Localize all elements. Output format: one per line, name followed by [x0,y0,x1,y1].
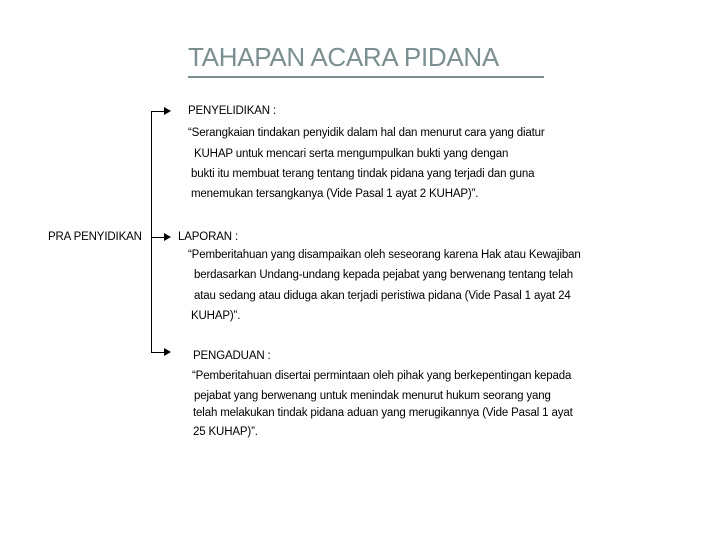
branch-text-line: “Pemberitahuan yang disampaikan oleh seseorang karena Hak atau Kewajiban [188,249,581,261]
title-underline [188,76,544,78]
branch-heading: PENYELIDIKAN : [188,105,277,117]
arrow-right-icon [164,233,171,241]
branch-text-line: “Serangkaian tindakan penyidik dalam hal dan menurut cara yang diatur [188,127,545,139]
root-label: PRA PENYIDIKAN [48,231,142,243]
branch-text-line: telah melakukan tindak pidana aduan yang merugikannya (Vide Pasal 1 ayat [193,407,573,419]
vertical-connector [151,111,152,353]
branch-heading: PENGADUAN : [193,350,271,362]
branch-text-line: “Pemberitahuan disertai permintaan oleh pihak yang berkepentingan kepada [192,370,572,382]
connector-laporan [151,237,165,238]
branch-text-line: 25 KUHAP)”. [193,426,258,438]
slide-title: TAHAPAN ACARA PIDANA [188,42,499,72]
branch-text-line: bukti itu membuat terang tentang tindak pidana yang terjadi dan guna [191,168,535,180]
branch-text-line: menemukan tersangkanya (Vide Pasal 1 ayat 2 KUHAP)”. [191,188,479,200]
branch-text-line: KUHAP untuk mencari serta mengumpulkan bukti yang dengan [194,148,509,160]
branch-text-line: KUHAP)”. [191,310,241,322]
arrow-right-icon [164,107,171,115]
connector-pengaduan [151,352,165,353]
branch-text-line: berdasarkan Undang-undang kepada pejabat yang berwenang tentang telah [194,269,574,281]
branch-heading: LAPORAN : [178,231,239,243]
connector-penyelidikan [151,111,165,112]
branch-text-line: atau sedang atau diduga akan terjadi peristiwa pidana (Vide Pasal 1 ayat 24 [194,290,571,302]
arrow-right-icon [164,348,171,356]
branch-text-line: pejabat yang berwenang untuk menindak menurut hukum seorang yang [194,390,551,402]
